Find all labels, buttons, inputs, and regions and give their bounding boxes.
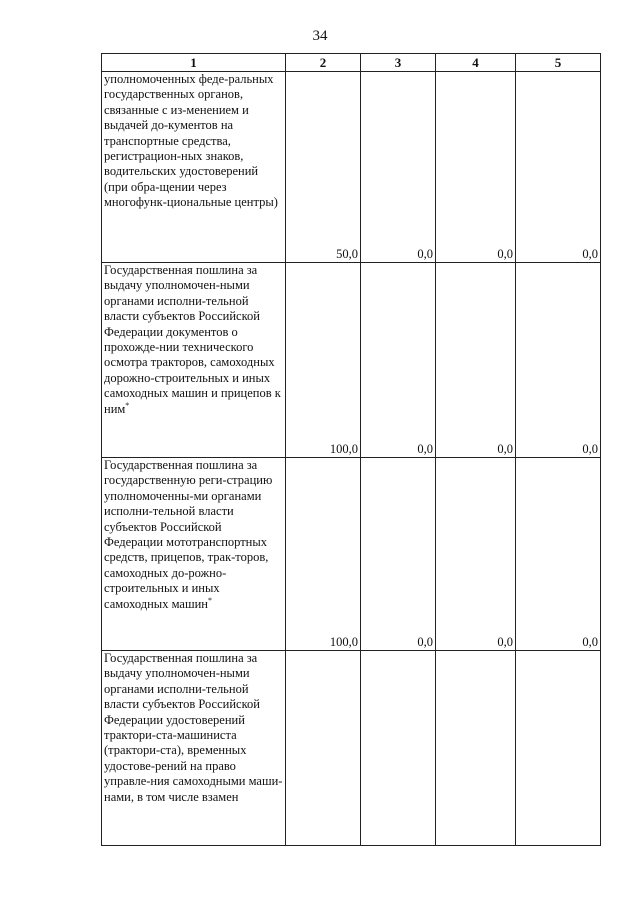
footnote-mark: * — [207, 595, 212, 605]
value-cell: 0,0 — [436, 458, 516, 651]
value-cell: 0,0 — [516, 263, 601, 458]
column-header: 1 — [102, 54, 286, 72]
budget-table — [101, 53, 601, 846]
value-cell — [516, 651, 601, 846]
row-description: Государственная пошлина за государственную реги-страцию уполномоченны-ми органами исполни-тельной власти субъектов Российской Федерации мототранспортных средств, прицепов, трак-торов, самоходных до-рожно-строительных и иных самоходных машин — [104, 458, 273, 611]
value-cell — [361, 651, 436, 846]
value-cell — [436, 651, 516, 846]
table-row — [102, 72, 601, 263]
value-cell: 0,0 — [516, 458, 601, 651]
value-cell: 0,0 — [361, 72, 436, 263]
value-cell: 0,0 — [516, 72, 601, 263]
page-number: 34 — [312, 28, 328, 44]
value-cell: 0,0 — [436, 263, 516, 458]
column-header: 3 — [361, 54, 436, 72]
header-row — [102, 54, 601, 72]
value-cell: 100,0 — [286, 263, 361, 458]
value-cell: 0,0 — [361, 263, 436, 458]
value-cell — [286, 651, 361, 846]
column-header: 5 — [516, 54, 601, 72]
footnote-mark: * — [125, 400, 130, 410]
row-description-cell — [102, 263, 286, 458]
row-description-cell — [102, 72, 286, 263]
row-description: уполномоченных феде-ральных государственных органов, связанные с из-менением и выдачей до-кументов на транспортные средства, регистрацион-ных знаков, водительских удостоверений (при обра-щении через многофунк-циональные центры) — [104, 72, 278, 210]
table-row — [102, 458, 601, 651]
value-cell: 100,0 — [286, 458, 361, 651]
row-description-cell — [102, 651, 286, 846]
value-cell: 0,0 — [436, 72, 516, 263]
table-row — [102, 651, 601, 846]
value-cell: 0,0 — [361, 458, 436, 651]
row-description: Государственная пошлина за выдачу уполномочен-ными органами исполни-тельной власти субъектов Российской Федерации удостоверений трактори-ста-машиниста (трактори-ста), временных удостове-рений на право управле-ния самоходными маши-нами, в том числе взамен — [104, 651, 283, 804]
column-header: 4 — [436, 54, 516, 72]
column-header: 2 — [286, 54, 361, 72]
table-row — [102, 263, 601, 458]
row-description-cell — [102, 458, 286, 651]
value-cell: 50,0 — [286, 72, 361, 263]
row-description: Государственная пошлина за выдачу уполномочен-ными органами исполни-тельной власти субъектов Российской Федерации документов о прохожде-нии технического осмотра тракторов, самоходных дорожно-строительных и иных самоходных машин и прицепов к ним — [104, 263, 281, 416]
